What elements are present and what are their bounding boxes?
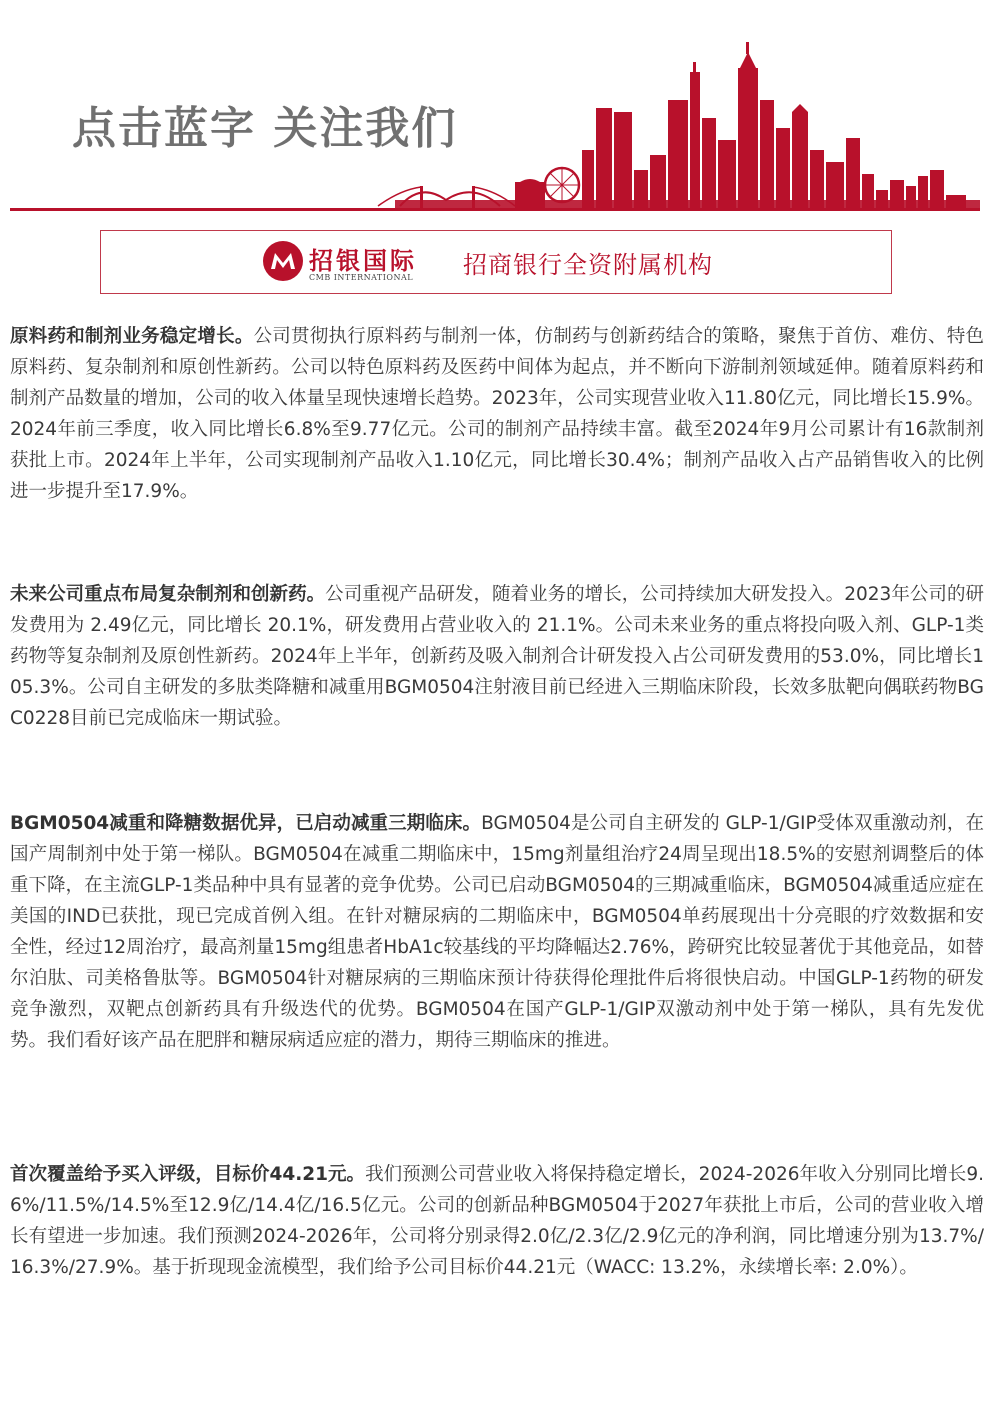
paragraph-body: 公司重视产品研发，随着业务的增长，公司持续加大研发投入。2023年公司的研发费用为 2.49亿元，同比增长 20.1%，研发费用占营业收入的 21.1%。公司未来业务的重点将投向吸入剂、GLP-1类药物等复杂制剂及原创性新药。2024年上半年，创新药及吸入制剂合计研发投入占公司研发费用的53.0%，同比增长105.3%。公司自主研发的多肽类降糖和减重用BGM0504注射液目前已经进入三期临床阶段，长效多肽靶向偶联药物BGC0228目前已完成临床一期试验。	[10, 584, 984, 729]
paragraph-rating	[10, 1159, 984, 1283]
paragraph-pipeline-focus	[10, 579, 984, 734]
paragraph-heading: 未来公司重点布局复杂制剂和创新药。	[10, 584, 326, 605]
paragraph-api-formulation	[10, 321, 984, 507]
paragraph-body: BGM0504是公司自主研发的 GLP-1/GIP受体双重激动剂，在国产周制剂中处于第一梯队。BGM0504在减重二期临床中，15mg剂量组治疗24周呈现出18.5%的安慰剂调整后的体重下降，在主流GLP-1类品种中具有显著的竞争优势。公司已启动BGM0504的三期减重临床，BGM0504减重适应症在美国的IND已获批，现已完成首例入组。在针对糖尿病的二期临床中，BGM0504单药展现出十分亮眼的疗效数据和安全性，经过12周治疗，最高剂量15mg组患者HbA1c较基线的平均降幅达2.76%，跨研究比较显著优于其他竞品，如替尔泊肽、司美格鲁肽等。BGM0504针对糖尿病的三期临床预计待获得伦理批件后将很快启动。中国GLP-1药物的研发竞争激烈，双靶点创新药具有升级迭代的优势。BGM0504在国产GLP-1/GIP双激动剂中处于第一梯队，具有先发优势。我们看好该产品在肥胖和糖尿病适应症的潜力，期待三期临床的推进。	[10, 813, 984, 1051]
paragraph-body: 公司贯彻执行原料药与制剂一体，仿制药与创新药结合的策略，聚焦于首仿、难仿、特色原料药、复杂制剂和原创性新药。公司以特色原料药及医药中间体为起点，并不断向下游制剂领域延伸。随着原料药和制剂产品数量的增加，公司的收入体量呈现快速增长趋势。2023年，公司实现营业收入11.80亿元，同比增长15.9%。2024年前三季度，收入同比增长6.8%至9.77亿元。公司的制剂产品持续丰富。截至2024年9月公司累计有16款制剂获批上市。2024年上半年，公司实现制剂产品收入1.10亿元，同比增长30.4%；制剂产品收入占产品销售收入的比例进一步提升至17.9%。	[10, 326, 984, 502]
cmbi-logo-icon	[261, 239, 305, 283]
paragraph-heading: 首次覆盖给予买入评级，目标价44.21元。	[10, 1164, 366, 1185]
header-divider	[10, 208, 980, 211]
paragraph-heading: 原料药和制剂业务稳定增长。	[10, 326, 254, 347]
page-header	[0, 0, 992, 215]
logo-english-name: CMB INTERNATIONAL	[309, 273, 414, 282]
logo-chinese-name: 招银国际	[309, 247, 417, 275]
cmbi-banner	[100, 230, 892, 294]
banner-slogan: 招商银行全资附属机构	[463, 251, 713, 279]
paragraph-heading: BGM0504减重和降糖数据优异，已启动减重三期临床。	[10, 813, 482, 834]
paragraph-bgm0504	[10, 808, 984, 1056]
paragraph-body: 我们预测公司营业收入将保持稳定增长，2024-2026年收入分别同比增长9.6%/11.5%/14.5%至12.9亿/14.4亿/16.5亿元。公司的创新品种BGM0504于2027年获批上市后，公司的营业收入增长有望进一步加速。我们预测2024-2026年，公司将分别录得2.0亿/2.3亿/2.9亿元的净利润，同比增速分别为13.7%/16.3%/27.9%。基于折现现金流模型，我们给予公司目标价44.21元（WACC: 13.2%，永续增长率: 2.0%）。	[10, 1164, 984, 1278]
header-title[interactable]: 点击蓝字 关注我们	[72, 103, 458, 154]
